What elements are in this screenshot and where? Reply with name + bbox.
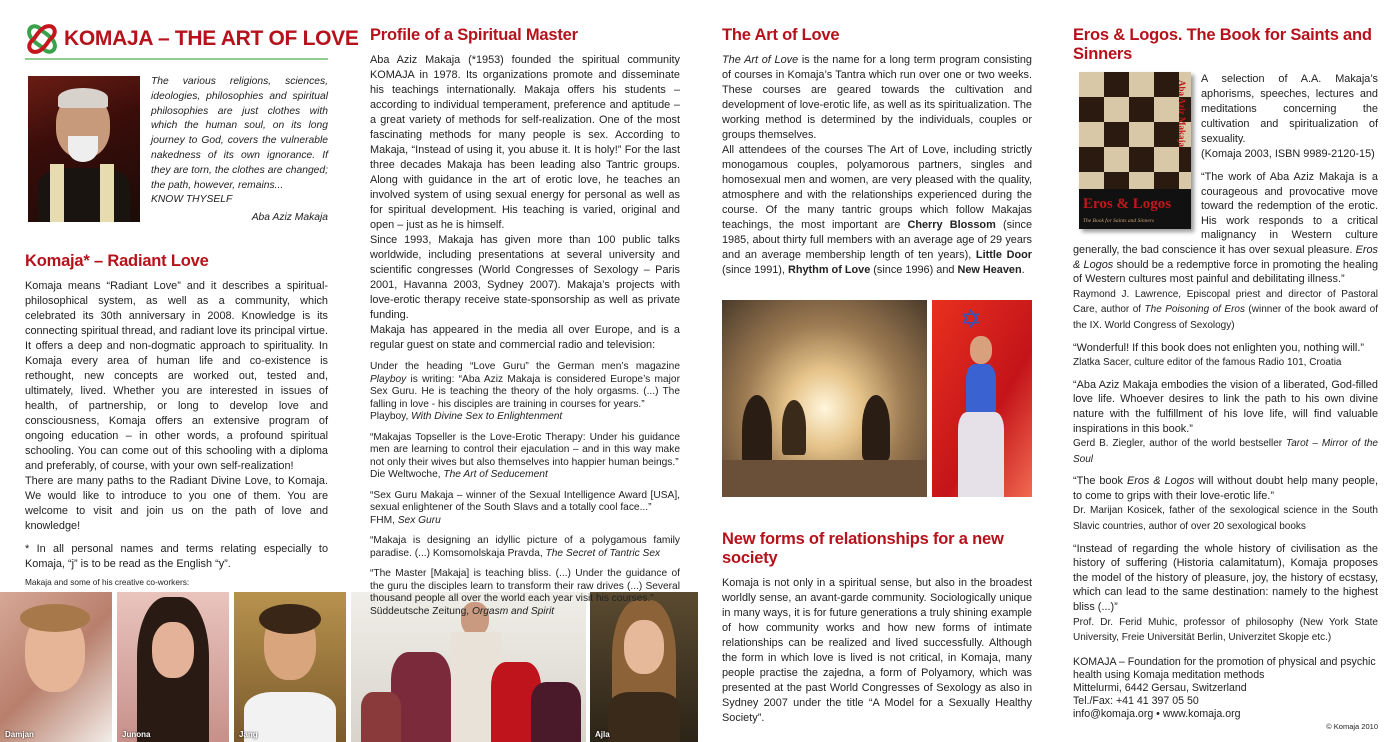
text-run: “Makaja is designing an idyllic picture of a polygamous family paradise. (...) Komsomolskaja Pravda, [370,535,680,559]
book-intro: A selection of A.A. Makaja’s aphorisms, speeches, lectures and meditations concerning the cultivation and spiritualization of sexuality. [1201,73,1378,145]
text-run: “Wonderful! If this book does not enlighten you, nothing will.” [1073,341,1364,354]
contact-email-web[interactable]: info@komaja.org • www.komaja.org [1073,707,1241,720]
media-quotes [370,361,680,618]
text-run: New Heaven [957,264,1022,276]
text-run: The Poisoning of Eros [1144,304,1245,316]
text-run: All attendees of the courses The Art of Love, including strictly monogamous couples, polyamorous partners, singles and homosexual men and women, are very pleased with the quality, atmosphere and with the relationships experienced during the course. Of the many tantric groups which follow Makajas teachings, the most important are [722,144,1032,231]
quote-tag: KNOW THYSELF [151,194,233,206]
header-divider [25,58,328,60]
photo-label: Junona [122,730,151,739]
quote-author: Aba Aziz Makaja [251,212,328,224]
copyright: © Komaja 2010 [1326,722,1378,731]
contact-block [1073,656,1378,721]
photo-junona [117,592,229,742]
section-heading-art-of-love: The Art of Love [722,26,840,44]
text-run: “The work of Aba Aziz Makaja is a courageous and provocative move toward the redemption of the erotic. His work responds to a critical malignancy in Western culture generally, the bad conscience it has over sexual pleasure. [1073,171,1378,256]
footnote: * In all personal names and terms relating especially to Komaja, “j” is to be read as the English “y”. [25,543,328,570]
text-run: Under the heading “Love Guru” the German men’s magazine [370,361,680,372]
text-run: Prof. Dr. Ferid Muhic, professor of philosophy (New York State University, Freie Universität Berlin, Univerzitet Skopje etc.) [1073,616,1378,644]
media-quote [370,535,680,560]
media-quote [370,432,680,482]
text-run: “Makajas Topseller is the Love-Erotic Therapy: Under his guidance men are learning to control their ejaculation – and in this way make not only their wives but also themselves into happier human beings.” [370,431,680,468]
paragraph [722,53,1032,143]
komaja-logo-icon [25,22,59,56]
book-review [1073,378,1378,468]
text-run: Orgasm and Spirit [471,605,555,617]
text-run: “Aba Aziz Makaja embodies the vision of a liberated, God-filled love life. Whoever desires to link the path to his own divine nature with the fulfillment of his love life, will find valuable inspirations in this book.” [1073,378,1378,435]
section-heading-new-forms: New forms of relationships for a new society [722,530,1004,567]
book-isbn: (Komaja 2003, ISBN 9989-2120-15) [1201,148,1375,160]
text-run: Rhythm of Love [787,264,871,276]
text-run: The Art of Seducement [443,469,548,480]
text-run: is writing: “Aba Aziz Makaja is considered Europe’s major Sex Guru. He is teaching the theory of the holy orgasms. (...) The falling in love - his disciples are training in courses for years.” [370,373,680,410]
text-run: Süddeutsche Zeitung, [370,605,472,617]
text-run: “Instead of regarding the whole history of civilisation as the history of suffering (Historia calamitatum), Komaja proposes the model of the history of pleasure, joy, the history of ecstasy, which can lead to the same destination: namely to the highest bliss (...)” [1073,542,1378,614]
text-run: (since 1985, about thirty full members with an average age of 29 years and an average membership length of ten years), [722,219,1033,261]
paragraph [722,143,1032,278]
text-run: The Secret of Tantric Sex [545,547,661,559]
text-run: FHM, [370,514,398,526]
paragraph: Since 1993, Makaja has given more than 100 public talks worldwide, including presentations at several university and scientific congresses (World Congresses of Sexology – Paris 2001, Havanna 2003, Sydney 2007). Makaja’s projects with love-erotic therapy receive state-sponsorship as well as private funding. [370,234,680,321]
book-cover-eros-logos [1079,72,1191,229]
text-run: “The Master [Makaja] is teaching bliss. (...) Under the guidance of the guru the disciples learn to transform their raw drives (...) Several thousand people all over the world each year visit his courses.” [370,568,680,604]
paragraph: Aba Aziz Makaja (*1953) founded the spiritual community KOMAJA in 1978. Its organizations promote and disseminate his teachings internationally. Makaja offers his students – according to individual temperament, preference and aptitude – a great variety of methods for self-realization. One of the most fascinating methods for many people is sex. According to Makaja, “Instead of using it, you abuse it. It is holy!” For the last three decades Makaja has been leading also Tantric groups. Along with guidance in the art of erotic love, he teaches an involved system of using sexual energy for personal as well as for spiritual development. His teaching is varied, original and open – just as he is himself. [370,54,680,231]
paragraph: Makaja has appeared in the media all over Europe, and is a regular guest on state and commercial radio and television: [370,324,680,351]
paragraph: Komaja is not only in a spiritual sense, but also in the broadest worldly sense, an avant-garde community. Sociologically unique in many ways, it is for future generations a truly shining example of how community works and how new forms of intimate relationships can be realized and lived successfully. Although the form in which love is lived is not critical, in Komaja, many people practise the zajedna, a form of Polyamory, which was presented at the past World Congresses of Sexology as also in Sydney 2007 under the title “A Model for a Sexually Healthy Society”. [722,577,1032,724]
text-run: Eros & Logos [1073,243,1378,271]
text-run: “Sex Guru Makaja – winner of the Sexual Intelligence Award [USA], sexual enlightener of the South Slavs and a totally cool face...” [370,489,680,513]
text-run: . [1021,264,1025,276]
book-reviews [1073,170,1378,646]
star-of-david-icon: ✡ [960,304,982,334]
text-run: Cherry Blossom [907,219,996,231]
text-run: (since 1991), [722,264,788,276]
text-run: will without doubt help many people, to come to grips with their love-erotic life.” [1073,475,1378,502]
section-heading-profile: Profile of a Spiritual Master [370,26,578,44]
media-quote [370,490,680,528]
photo-meditation-group [722,300,927,497]
text-run: Playboy, [370,411,412,422]
photo-jang [234,592,346,742]
text-run: Raymond J. Lawrence, Episcopal priest and director of Pastoral Care, author of [1073,288,1378,316]
opening-quote: The various religions, sciences, ideologies, philosophies and spiritual philosophies are just clothes with which the human soul, on its long journey to God, covers the vulnerable nakedness of its own ignorance. If they are torn, the clothes are changed; the path, however, remains... [151,76,328,191]
media-quote [370,568,680,618]
book-cover-title: Eros & Logos [1083,196,1172,212]
text-run: (winner of the book award of the IX. World Congress of Sexology) [1073,304,1379,331]
text-run: (since 1996) and [870,264,958,276]
text-run: With Divine Sex to Enlightenment [411,411,563,422]
contact-phone: Tel./Fax: +41 41 397 05 50 [1073,694,1199,707]
text-run: Eros & Logos [1126,475,1195,488]
text-run: Little Door [975,249,1032,261]
page-title: KOMAJA – THE ART OF LOVE [64,27,359,50]
section-heading-eros-logos: Eros & Logos. The Book for Saints and Sinners [1073,26,1372,63]
media-quote [370,361,680,424]
photo-label: Ajla [595,730,610,739]
photo-label: Jang [239,730,258,739]
text-run: Tarot – Mirror of the Soul [1073,438,1378,465]
contact-address: Mittelurmi, 6442 Gersau, Switzerland [1073,681,1247,694]
text-run: should be a redemptive force in promoting the healing of Western cultures most painful and debilitating illness.” [1073,258,1379,286]
text-run: Zlatka Sacer, culture editor of the famous Radio 101, Croatia [1073,357,1342,369]
book-review [1073,542,1378,646]
text-run: Gerd B. Ziegler, author of the world bestseller [1073,438,1287,450]
portrait-photo-makaja [28,76,140,222]
contact-foundation: KOMAJA – Foundation for the promotion of physical and psychic health using Komaja meditation methods [1073,655,1376,681]
paragraph: Komaja means “Radiant Love” and it describes a spiritual-philosophical system, as well as a community, which celebrated its 30th anniversary in 2008. Knowledge is its connecting spiritual thread, and radiant love its principal virtue. It offers a deep and non-dogmatic approach to spirituality. In Komaja every area of human life and co-existence is rethought, new concepts are worked out, tested and, ultimately, lived. Whether you are interested in issues of health, of partnership, or long to develop love and consciousness, Komaja offers an extensive program of ongoing education – in other words, a profound spiritual schooling. You can come out of this schooling with a diploma and preferably, of course, with your own self-realization! [25,280,328,472]
photos-caption: Makaja and some of his creative co-workers: [25,577,328,587]
paragraph: There are many paths to the Radiant Divine Love, to Komaja. We would like to introduce to you one of them. You are welcome to visit and join us on the path of love and knowledge! [25,475,328,532]
section-heading-radiant-love: Komaja* – Radiant Love [25,252,209,270]
text-run: Dr. Marijan Kosicek, father of the sexological science in the South Slavic countries, author of over 20 sexological books [1073,505,1378,533]
text-run: Die Weltwoche, [370,469,444,480]
text-run: “The book [1073,475,1127,488]
text-run: Sex Guru [397,514,441,526]
book-review [1073,474,1378,534]
photo-dancer [932,300,1032,497]
text-run: The Art of Love [722,54,799,66]
book-cover-author: Aba Aziz Makaja [1177,80,1187,147]
photo-label: Damjan [5,730,34,739]
text-run: Playboy [370,373,407,385]
photo-damjan [0,592,112,742]
book-review [1073,341,1378,371]
text-run: is the name for a long term program consisting of courses in Komaja’s Tantra which run over one or two weeks. These courses are geared towards the cultivation and development of love-erotic life, as well as its spiritualization. The working method is determined by the individuals, couples or groups themselves. [722,54,1032,141]
book-cover-subtitle: The Book for Saints and Sinners [1083,218,1155,224]
